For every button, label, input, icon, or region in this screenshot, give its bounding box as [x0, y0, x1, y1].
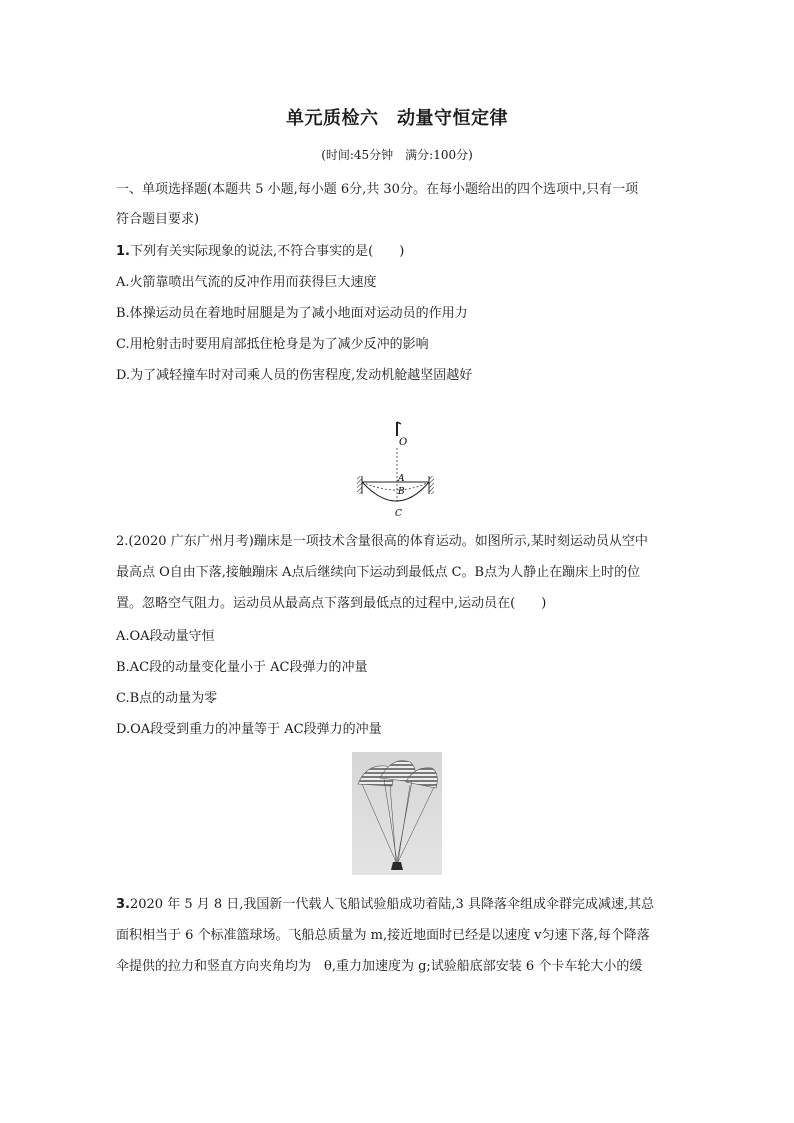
question-2-option-b: B.AC段的动量变化量小于 AC段弹力的冲量 [116, 660, 368, 675]
question-2-line-1: 2.(2020 广东广州月考)蹦床是一项技术含量很高的体育运动。如图所示,某时刻运动员从空中 [116, 534, 648, 549]
question-1-number: 1. [116, 244, 130, 259]
question-1-option-b: B.体操运动员在着地时屈腿是为了减小地面对运动员的作用力 [116, 306, 468, 321]
question-3-line-3: 伞提供的拉力和竖直方向夹角均为 θ,重力加速度为 g;试验船底部安装 6 个卡车轮大小的缓 [116, 959, 643, 974]
question-2-option-c: C.B点的动量为零 [116, 691, 218, 706]
question-2-line-2: 最高点 O自由下落,接触蹦床 A点后继续向下运动到最低点 C。B点为人静止在蹦床上时的位 [116, 565, 641, 580]
label-b: B [398, 487, 405, 497]
page-title: 单元质检六 动量守恒定律 [286, 108, 508, 129]
label-a: A [398, 474, 405, 484]
capsule [391, 862, 403, 870]
label-c: C [395, 509, 402, 518]
parachute-photo [352, 752, 442, 875]
section-heading-line-2: 符合题目要求) [116, 212, 200, 227]
question-3-line-1 [116, 893, 654, 912]
trampoline-diagram [350, 418, 440, 518]
question-1-text: 下列有关实际现象的说法,不符合事实的是( ) [129, 244, 405, 259]
question-1-option-d: D.为了减轻撞车时对司乘人员的伤害程度,发动机舱越坚固越好 [116, 368, 473, 383]
right-wall [429, 476, 434, 494]
question-3-line-2: 面积相当于 6 个标准篮球场。飞船总质量为 m,接近地面时已经是以速度 v匀速下落,每个降落 [116, 928, 650, 943]
left-wall [357, 476, 362, 494]
exam-info: (时间:45分钟 满分:100分) [321, 148, 473, 162]
section-heading-line-1: 一、单项选择题(本题共 5 小题,每小题 6分,共 30分。在每小题给出的四个选项中,只有一项 [116, 182, 639, 197]
trampoline-equilibrium [362, 482, 429, 490]
question-2-option-d: D.OA段受到重力的冲量等于 AC段弹力的冲量 [116, 722, 382, 737]
question-1-option-c: C.用枪射击时要用肩部抵住枪身是为了减少反冲的影响 [116, 337, 429, 352]
question-1-option-a: A.火箭靠喷出气流的反冲作用而获得巨大速度 [116, 275, 377, 290]
question-3-number: 3. [116, 897, 130, 912]
question-3-text: 2020 年 5 月 8 日,我国新一代载人飞船试验船成功着陆,3 具降落伞组成伞群完成减速,其总 [129, 897, 655, 912]
question-2-option-a: A.OA段动量守恒 [116, 629, 215, 644]
trampoline-lowest [362, 482, 429, 501]
question-1-stem [116, 240, 404, 259]
label-o: O [399, 437, 408, 448]
question-2-line-3: 置。忽略空气阻力。运动员从最高点下落到最低点的过程中,运动员在( ) [116, 596, 547, 611]
